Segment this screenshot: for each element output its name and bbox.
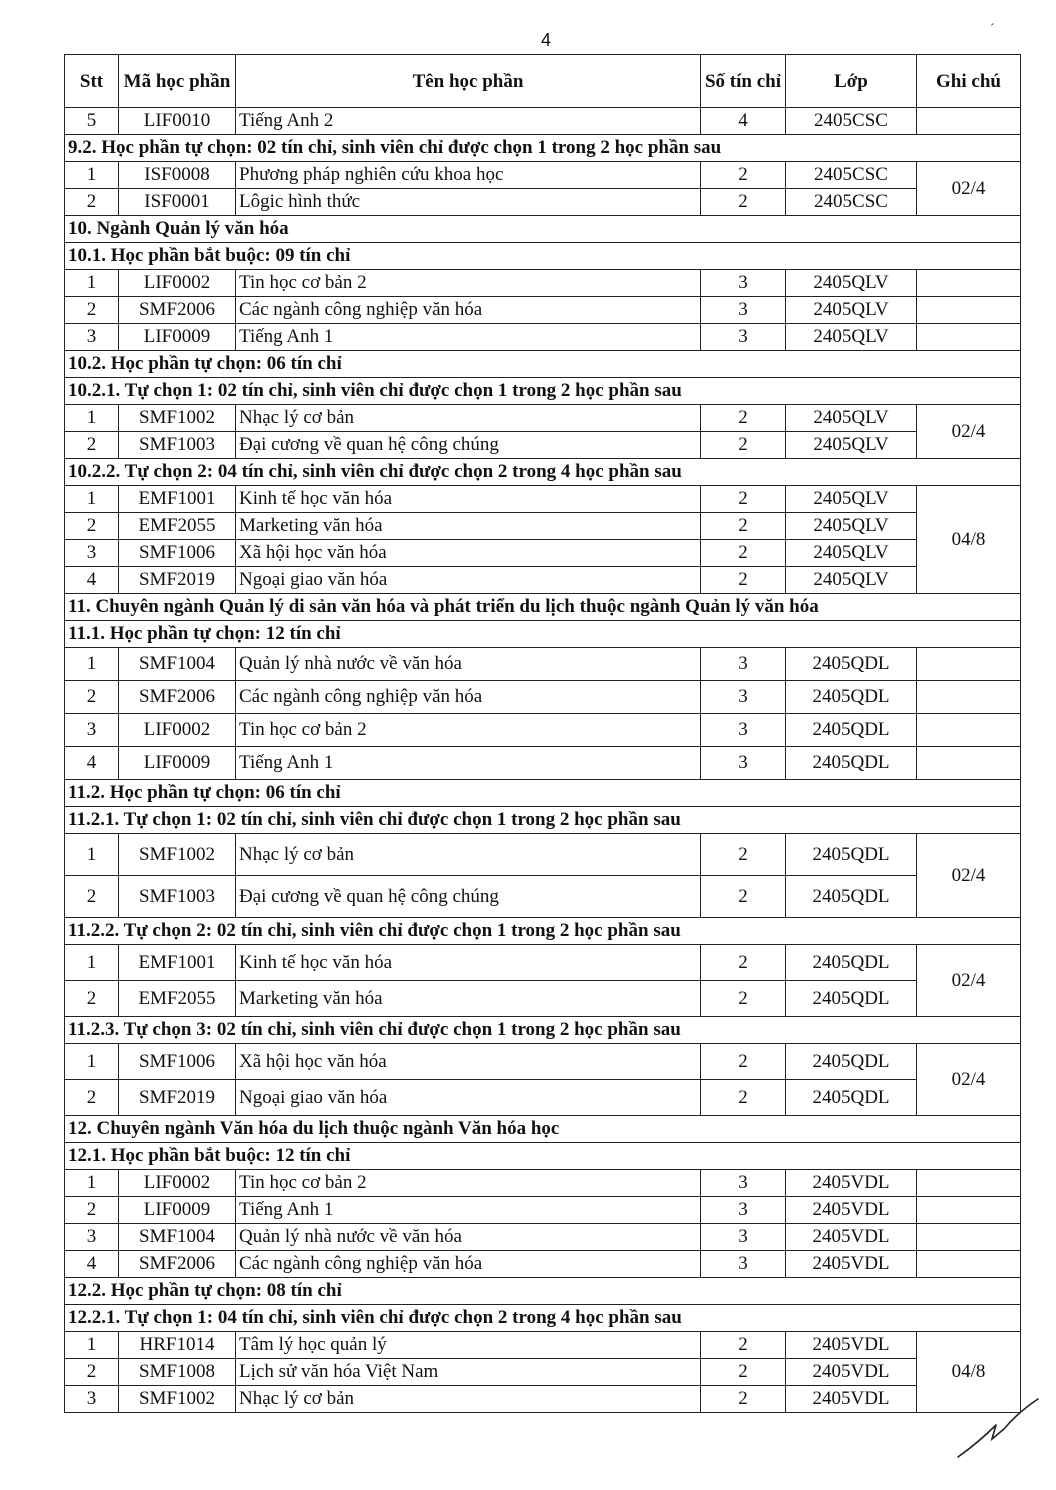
cell-course-code: LIF0002 — [119, 714, 236, 747]
cell-course-code: SMF1004 — [119, 648, 236, 681]
table-row — [65, 1080, 1021, 1116]
cell-course-code: SMF1002 — [119, 1386, 236, 1413]
cell-course-code: SMF1003 — [119, 432, 236, 459]
cell-credits: 2 — [701, 945, 786, 981]
cell-course-code: ISF0008 — [119, 162, 236, 189]
cell-note — [917, 714, 1021, 747]
cell-stt: 3 — [65, 540, 119, 567]
cell-credits: 2 — [701, 513, 786, 540]
table-row — [65, 540, 1021, 567]
cell-credits: 2 — [701, 981, 786, 1017]
cell-credits: 2 — [701, 1044, 786, 1080]
cell-course-code: LIF0009 — [119, 324, 236, 351]
cell-class: 2405CSC — [786, 162, 917, 189]
page-number: 4 — [540, 30, 551, 50]
cell-course-name: Tiếng Anh 1 — [236, 1197, 701, 1224]
cell-credits: 3 — [701, 681, 786, 714]
cell-course-name: Phương pháp nghiên cứu khoa học — [236, 162, 701, 189]
cell-course-code: SMF1002 — [119, 834, 236, 876]
cell-note — [917, 1170, 1021, 1197]
header-note: Ghi chú — [917, 55, 1021, 108]
table-row — [65, 1251, 1021, 1278]
cell-class: 2405QDL — [786, 1044, 917, 1080]
cell-note — [917, 1197, 1021, 1224]
cell-course-name: Quản lý nhà nước về văn hóa — [236, 1224, 701, 1251]
cell-stt: 2 — [65, 681, 119, 714]
cell-course-code: EMF2055 — [119, 513, 236, 540]
cell-credits: 2 — [701, 405, 786, 432]
cell-class: 2405VDL — [786, 1224, 917, 1251]
table-row — [65, 747, 1021, 780]
table-row — [65, 1044, 1021, 1080]
cell-course-code: LIF0002 — [119, 1170, 236, 1197]
cell-stt: 1 — [65, 945, 119, 981]
cell-credits: 3 — [701, 297, 786, 324]
cell-stt: 2 — [65, 432, 119, 459]
table-row — [65, 834, 1021, 876]
cell-stt: 5 — [65, 108, 119, 135]
cell-note — [917, 681, 1021, 714]
table-row — [65, 324, 1021, 351]
section-heading-row — [65, 594, 1021, 621]
section-heading-row — [65, 459, 1021, 486]
cell-stt: 3 — [65, 1224, 119, 1251]
cell-class: 2405QLV — [786, 513, 917, 540]
cell-stt: 2 — [65, 1080, 119, 1116]
cell-stt: 2 — [65, 513, 119, 540]
section-heading-row — [65, 1116, 1021, 1143]
section-heading: 12.2.1. Tự chọn 1: 04 tín chỉ, sinh viên chỉ được chọn 2 trong 4 học phần sau — [65, 1305, 1021, 1332]
cell-class: 2405QDL — [786, 876, 917, 918]
table-body — [65, 108, 1021, 1413]
cell-credits: 2 — [701, 1332, 786, 1359]
cell-credits: 2 — [701, 486, 786, 513]
cell-class: 2405QLV — [786, 486, 917, 513]
scan-speck: ˊ — [990, 22, 995, 37]
cell-course-code: EMF1001 — [119, 486, 236, 513]
cell-course-name: Xã hội học văn hóa — [236, 1044, 701, 1080]
cell-stt: 1 — [65, 162, 119, 189]
cell-course-code: EMF1001 — [119, 945, 236, 981]
cell-stt: 3 — [65, 324, 119, 351]
cell-stt: 4 — [65, 567, 119, 594]
cell-class: 2405QDL — [786, 747, 917, 780]
section-heading-row — [65, 621, 1021, 648]
cell-class: 2405QDL — [786, 681, 917, 714]
cell-course-name: Các ngành công nghiệp văn hóa — [236, 297, 701, 324]
table-row — [65, 1170, 1021, 1197]
table-row — [65, 270, 1021, 297]
cell-class: 2405QLV — [786, 297, 917, 324]
cell-course-code: HRF1014 — [119, 1332, 236, 1359]
cell-course-name: Nhạc lý cơ bản — [236, 1386, 701, 1413]
cell-course-name: Nhạc lý cơ bản — [236, 834, 701, 876]
section-heading: 10.2.2. Tự chọn 2: 04 tín chỉ, sinh viên chỉ được chọn 2 trong 4 học phần sau — [65, 459, 1021, 486]
cell-class: 2405QDL — [786, 648, 917, 681]
cell-stt: 2 — [65, 297, 119, 324]
cell-stt: 2 — [65, 1359, 119, 1386]
section-heading-row — [65, 351, 1021, 378]
cell-class: 2405QDL — [786, 981, 917, 1017]
cell-note — [917, 747, 1021, 780]
cell-class: 2405VDL — [786, 1170, 917, 1197]
table-row — [65, 189, 1021, 216]
cell-class: 2405QDL — [786, 834, 917, 876]
cell-note: 04/8 — [917, 1332, 1021, 1413]
cell-credits: 3 — [701, 324, 786, 351]
section-heading: 11.2. Học phần tự chọn: 06 tín chỉ — [65, 780, 1021, 807]
cell-note: 02/4 — [917, 834, 1021, 918]
cell-stt: 2 — [65, 189, 119, 216]
table-row — [65, 714, 1021, 747]
section-heading-row — [65, 135, 1021, 162]
cell-class: 2405VDL — [786, 1359, 917, 1386]
cell-course-code: SMF2019 — [119, 1080, 236, 1116]
section-heading: 11.2.1. Tự chọn 1: 02 tín chỉ, sinh viên chỉ được chọn 1 trong 2 học phần sau — [65, 807, 1021, 834]
section-heading: 11. Chuyên ngành Quản lý di sản văn hóa và phát triển du lịch thuộc ngành Quản lý văn hóa — [65, 594, 1021, 621]
table-header-row — [65, 55, 1021, 108]
cell-stt: 1 — [65, 1044, 119, 1080]
cell-class: 2405VDL — [786, 1197, 917, 1224]
cell-credits: 2 — [701, 162, 786, 189]
section-heading: 11.2.3. Tự chọn 3: 02 tín chỉ, sinh viên chỉ được chọn 1 trong 2 học phần sau — [65, 1017, 1021, 1044]
cell-stt: 3 — [65, 714, 119, 747]
cell-course-name: Tin học cơ bản 2 — [236, 714, 701, 747]
cell-credits: 3 — [701, 1170, 786, 1197]
section-heading: 9.2. Học phần tự chọn: 02 tín chỉ, sinh viên chỉ được chọn 1 trong 2 học phần sau — [65, 135, 1021, 162]
cell-course-name: Lịch sử văn hóa Việt Nam — [236, 1359, 701, 1386]
cell-course-name: Tâm lý học quản lý — [236, 1332, 701, 1359]
cell-course-name: Quản lý nhà nước về văn hóa — [236, 648, 701, 681]
section-heading: 12.2. Học phần tự chọn: 08 tín chỉ — [65, 1278, 1021, 1305]
cell-credits: 3 — [701, 270, 786, 297]
cell-credits: 2 — [701, 189, 786, 216]
section-heading: 11.1. Học phần tự chọn: 12 tín chỉ — [65, 621, 1021, 648]
cell-credits: 3 — [701, 648, 786, 681]
cell-note: 04/8 — [917, 486, 1021, 594]
section-heading-row — [65, 216, 1021, 243]
section-heading-row — [65, 1278, 1021, 1305]
cell-credits: 2 — [701, 834, 786, 876]
cell-credits: 3 — [701, 1251, 786, 1278]
signature-mark — [952, 1395, 1042, 1465]
cell-class: 2405QLV — [786, 540, 917, 567]
table-row — [65, 945, 1021, 981]
cell-credits: 2 — [701, 876, 786, 918]
cell-note — [917, 297, 1021, 324]
cell-course-name: Nhạc lý cơ bản — [236, 405, 701, 432]
cell-course-name: Tiếng Anh 1 — [236, 747, 701, 780]
cell-credits: 3 — [701, 1197, 786, 1224]
cell-credits: 2 — [701, 1359, 786, 1386]
cell-stt: 2 — [65, 1197, 119, 1224]
table-row — [65, 513, 1021, 540]
cell-note: 02/4 — [917, 405, 1021, 459]
section-heading: 12.1. Học phần bắt buộc: 12 tín chỉ — [65, 1143, 1021, 1170]
section-heading-row — [65, 1305, 1021, 1332]
table-row — [65, 648, 1021, 681]
cell-stt: 1 — [65, 648, 119, 681]
cell-credits: 2 — [701, 540, 786, 567]
cell-credits: 3 — [701, 1224, 786, 1251]
section-heading: 11.2.2. Tự chọn 2: 02 tín chỉ, sinh viên chỉ được chọn 1 trong 2 học phần sau — [65, 918, 1021, 945]
header-class: Lớp — [786, 55, 917, 108]
cell-note — [917, 270, 1021, 297]
section-heading-row — [65, 1143, 1021, 1170]
table-row — [65, 1359, 1021, 1386]
cell-course-code: LIF0009 — [119, 747, 236, 780]
section-heading-row — [65, 243, 1021, 270]
section-heading-row — [65, 807, 1021, 834]
header-course-name: Tên học phần — [236, 55, 701, 108]
section-heading: 10. Ngành Quản lý văn hóa — [65, 216, 1021, 243]
cell-course-name: Các ngành công nghiệp văn hóa — [236, 1251, 701, 1278]
table-row — [65, 432, 1021, 459]
cell-note — [917, 648, 1021, 681]
header-stt: Stt — [65, 55, 119, 108]
cell-course-code: SMF2006 — [119, 681, 236, 714]
cell-stt: 1 — [65, 1332, 119, 1359]
table-row — [65, 1386, 1021, 1413]
cell-credits: 2 — [701, 1080, 786, 1116]
cell-course-code: SMF2006 — [119, 297, 236, 324]
cell-course-name: Ngoại giao văn hóa — [236, 567, 701, 594]
cell-class: 2405QDL — [786, 714, 917, 747]
table-row — [65, 876, 1021, 918]
course-table — [64, 54, 1021, 1413]
cell-course-code: SMF1008 — [119, 1359, 236, 1386]
table-row — [65, 981, 1021, 1017]
cell-credits: 2 — [701, 567, 786, 594]
section-heading-row — [65, 918, 1021, 945]
cell-class: 2405CSC — [786, 189, 917, 216]
cell-course-code: LIF0010 — [119, 108, 236, 135]
cell-note: 02/4 — [917, 162, 1021, 216]
cell-credits: 4 — [701, 108, 786, 135]
section-heading-row — [65, 780, 1021, 807]
cell-course-name: Tiếng Anh 1 — [236, 324, 701, 351]
cell-course-name: Marketing văn hóa — [236, 981, 701, 1017]
cell-course-code: ISF0001 — [119, 189, 236, 216]
table-row — [65, 297, 1021, 324]
cell-note — [917, 324, 1021, 351]
cell-course-name: Tiếng Anh 2 — [236, 108, 701, 135]
table-row — [65, 1332, 1021, 1359]
cell-class: 2405VDL — [786, 1386, 917, 1413]
cell-class: 2405QDL — [786, 945, 917, 981]
header-course-code: Mã học phần — [119, 55, 236, 108]
cell-class: 2405QDL — [786, 1080, 917, 1116]
cell-stt: 1 — [65, 834, 119, 876]
cell-class: 2405VDL — [786, 1251, 917, 1278]
cell-stt: 1 — [65, 486, 119, 513]
cell-stt: 3 — [65, 1386, 119, 1413]
cell-credits: 2 — [701, 1386, 786, 1413]
cell-class: 2405QLV — [786, 270, 917, 297]
cell-class: 2405VDL — [786, 1332, 917, 1359]
cell-course-code: SMF1006 — [119, 540, 236, 567]
cell-stt: 1 — [65, 270, 119, 297]
cell-course-code: SMF1006 — [119, 1044, 236, 1080]
cell-course-code: SMF1002 — [119, 405, 236, 432]
cell-stt: 4 — [65, 747, 119, 780]
cell-course-code: SMF1003 — [119, 876, 236, 918]
table-row — [65, 681, 1021, 714]
cell-course-name: Kinh tế học văn hóa — [236, 945, 701, 981]
table-row — [65, 162, 1021, 189]
table-row — [65, 486, 1021, 513]
cell-stt: 2 — [65, 981, 119, 1017]
section-heading: 12. Chuyên ngành Văn hóa du lịch thuộc ngành Văn hóa học — [65, 1116, 1021, 1143]
cell-course-code: LIF0002 — [119, 270, 236, 297]
table-row — [65, 567, 1021, 594]
section-heading-row — [65, 1017, 1021, 1044]
cell-credits: 2 — [701, 432, 786, 459]
section-heading: 10.1. Học phần bắt buộc: 09 tín chỉ — [65, 243, 1021, 270]
table-row — [65, 1197, 1021, 1224]
cell-course-code: SMF1004 — [119, 1224, 236, 1251]
cell-course-code: SMF2019 — [119, 567, 236, 594]
cell-note — [917, 108, 1021, 135]
cell-course-name: Tin học cơ bản 2 — [236, 270, 701, 297]
cell-stt: 4 — [65, 1251, 119, 1278]
cell-credits: 3 — [701, 747, 786, 780]
header-credits: Số tín chỉ — [701, 55, 786, 108]
cell-course-name: Ngoại giao văn hóa — [236, 1080, 701, 1116]
cell-stt: 2 — [65, 876, 119, 918]
cell-course-code: LIF0009 — [119, 1197, 236, 1224]
cell-stt: 1 — [65, 1170, 119, 1197]
cell-course-name: Kinh tế học văn hóa — [236, 486, 701, 513]
cell-course-name: Lôgic hình thức — [236, 189, 701, 216]
cell-course-name: Các ngành công nghiệp văn hóa — [236, 681, 701, 714]
cell-credits: 3 — [701, 714, 786, 747]
table-row — [65, 405, 1021, 432]
cell-course-name: Đại cương về quan hệ công chúng — [236, 876, 701, 918]
section-heading: 10.2. Học phần tự chọn: 06 tín chỉ — [65, 351, 1021, 378]
section-heading-row — [65, 378, 1021, 405]
cell-class: 2405QLV — [786, 405, 917, 432]
cell-course-name: Đại cương về quan hệ công chúng — [236, 432, 701, 459]
cell-note: 02/4 — [917, 1044, 1021, 1116]
cell-class: 2405QLV — [786, 324, 917, 351]
cell-course-name: Marketing văn hóa — [236, 513, 701, 540]
cell-course-name: Tin học cơ bản 2 — [236, 1170, 701, 1197]
cell-class: 2405CSC — [786, 108, 917, 135]
cell-note — [917, 1251, 1021, 1278]
cell-class: 2405QLV — [786, 567, 917, 594]
cell-note — [917, 1224, 1021, 1251]
cell-stt: 1 — [65, 405, 119, 432]
cell-course-code: EMF2055 — [119, 981, 236, 1017]
cell-course-code: SMF2006 — [119, 1251, 236, 1278]
cell-class: 2405QLV — [786, 432, 917, 459]
cell-note: 02/4 — [917, 945, 1021, 1017]
table-row — [65, 108, 1021, 135]
table-row — [65, 1224, 1021, 1251]
cell-course-name: Xã hội học văn hóa — [236, 540, 701, 567]
section-heading: 10.2.1. Tự chọn 1: 02 tín chỉ, sinh viên chỉ được chọn 1 trong 2 học phần sau — [65, 378, 1021, 405]
